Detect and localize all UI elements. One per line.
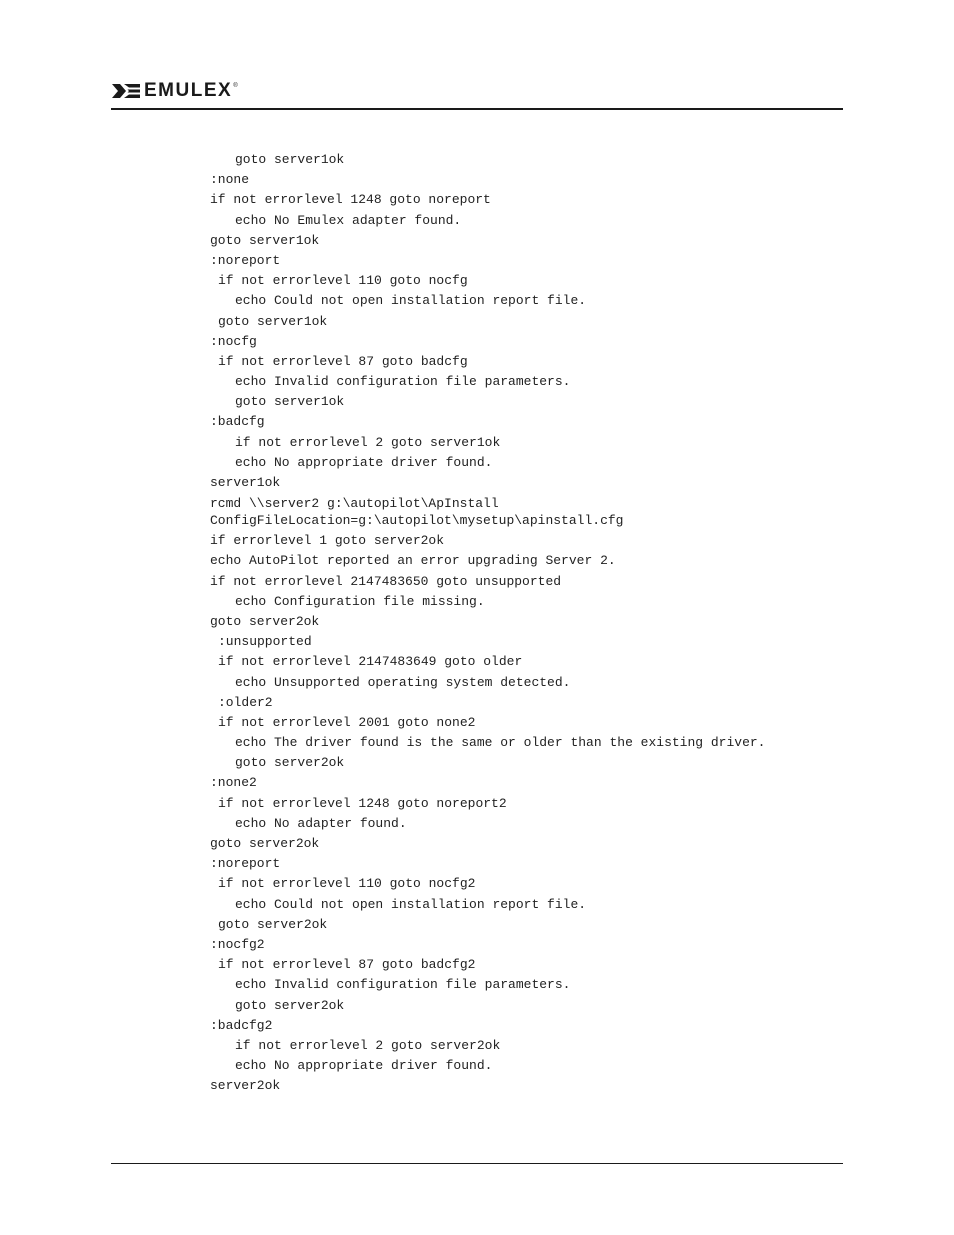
code-line: if not errorlevel 1248 goto noreport2 xyxy=(218,795,507,811)
code-line: goto server2ok xyxy=(235,755,345,771)
code-line: goto server1ok xyxy=(235,394,345,410)
code-line: :none2 xyxy=(210,775,257,791)
code-line: if not errorlevel 87 goto badcfg2 xyxy=(218,957,476,973)
code-line: server2ok xyxy=(210,1078,281,1094)
code-line: rcmd \\server2 g:\autopilot\ApInstall ConfigFileLocation=g:\autopilot\mysetup\apinstall.cfg xyxy=(210,496,624,529)
code-line: echo The driver found is the same or older than the existing driver. xyxy=(235,735,766,751)
code-line: goto server1ok xyxy=(235,152,345,167)
code-line: echo No Emulex adapter found. xyxy=(235,212,462,228)
code-listing xyxy=(210,150,830,1096)
code-line: if not errorlevel 87 goto badcfg xyxy=(218,353,468,369)
code-line: goto server2ok xyxy=(210,613,320,629)
code-line: if not errorlevel 2 goto server1ok xyxy=(235,434,501,450)
code-line: goto server2ok xyxy=(235,997,345,1013)
code-line: echo Could not open installation report file. xyxy=(235,896,587,912)
header-divider xyxy=(111,108,843,110)
emulex-logo-icon xyxy=(111,82,141,100)
code-line: if not errorlevel 2147483650 goto unsupported xyxy=(210,573,562,589)
code-line: echo No appropriate driver found. xyxy=(235,1058,493,1074)
code-line: :older2 xyxy=(218,694,273,710)
code-line: :badcfg2 xyxy=(210,1017,273,1033)
code-line: echo Unsupported operating system detected. xyxy=(235,674,571,690)
brand-name: EMULEX xyxy=(144,80,233,101)
code-line: echo Could not open installation report file. xyxy=(235,293,587,309)
code-line: server1ok xyxy=(210,475,281,490)
code-line: if not errorlevel 1248 goto noreport xyxy=(210,192,491,208)
code-line: if errorlevel 1 goto server2ok xyxy=(210,533,445,549)
code-line: echo AutoPilot reported an error upgrading Server 2. xyxy=(210,553,616,569)
code-line: echo No appropriate driver found. xyxy=(235,454,493,470)
code-line: :noreport xyxy=(210,856,281,872)
code-line: :nocfg xyxy=(210,333,257,349)
code-line: if not errorlevel 110 goto nocfg2 xyxy=(218,876,476,892)
code-line: :badcfg xyxy=(210,414,265,430)
code-line: echo Configuration file missing. xyxy=(235,593,485,609)
code-line: goto server1ok xyxy=(218,313,328,329)
page-header xyxy=(111,78,843,110)
code-line: echo Invalid configuration file parameters. xyxy=(235,977,571,993)
code-line: goto server1ok xyxy=(210,232,320,248)
trademark-symbol: ® xyxy=(233,83,238,89)
code-line: if not errorlevel 2001 goto none2 xyxy=(218,714,476,730)
code-line: if not errorlevel 2 goto server2ok xyxy=(235,1037,501,1053)
code-line: echo No adapter found. xyxy=(235,815,407,831)
code-line: goto server2ok xyxy=(210,836,320,851)
emulex-logo xyxy=(111,81,238,101)
code-line: :unsupported xyxy=(218,634,312,650)
code-line: if not errorlevel 2147483649 goto older xyxy=(218,654,523,670)
code-line: goto server2ok xyxy=(218,916,328,932)
code-line: if not errorlevel 110 goto nocfg xyxy=(218,273,468,289)
code-line: echo Invalid configuration file parameters. xyxy=(235,374,571,390)
code-line: :noreport xyxy=(210,252,281,268)
code-line: :nocfg2 xyxy=(210,936,265,952)
code-line: :none xyxy=(210,172,250,188)
footer-divider xyxy=(111,1163,843,1164)
